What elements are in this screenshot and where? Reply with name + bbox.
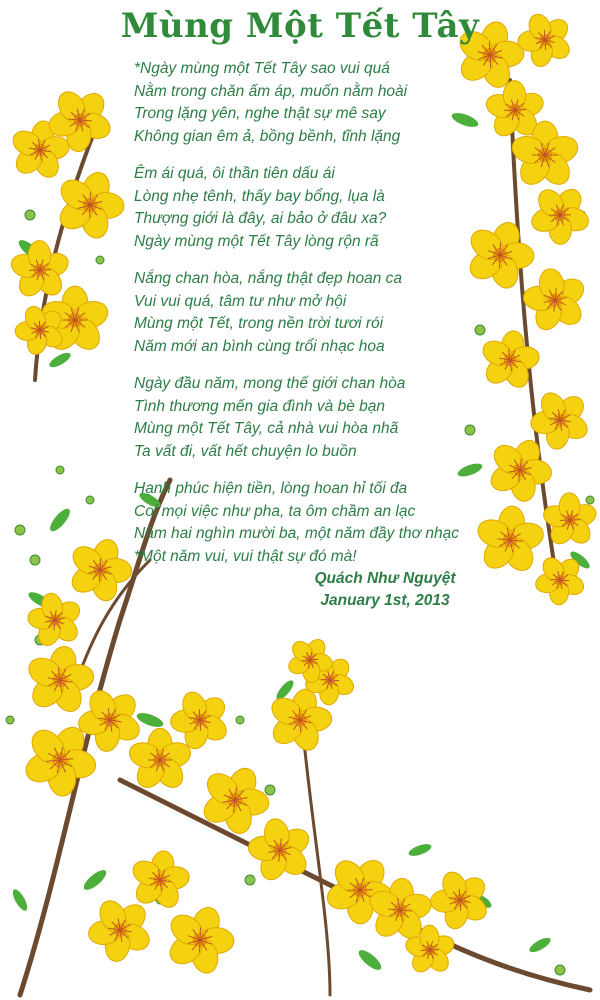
poem-line: Lòng nhẹ tênh, thấy bay bổng, lụa là (134, 187, 385, 205)
poem-line: Trong lặng yên, nghe thật sự mê say (134, 105, 386, 122)
bud (236, 716, 244, 724)
bud (25, 210, 35, 220)
poem-line: Êm ái quá, ôi thần tiên dấu ái (134, 165, 335, 182)
bud (86, 496, 94, 504)
leaf (81, 867, 109, 893)
poem-line: Tình thương mến gia đình và bè bạn (134, 397, 385, 415)
apricot-flower (523, 544, 596, 617)
bud (6, 716, 14, 724)
poem-line: Nắng chan hòa, nắng thật đẹp hoan ca (134, 270, 403, 287)
bud (96, 256, 104, 264)
poem-line: *Một năm vui, vui thật sự đó mà! (134, 547, 357, 565)
leaf (47, 506, 73, 534)
poem-line: Mùng một Tết Tây, cả nhà vui hòa nhã (134, 420, 399, 437)
apricot-flower (126, 728, 194, 792)
poem-line: Ngày mùng một Tết Tây lòng rộn rã (134, 232, 379, 250)
stanza (134, 163, 494, 253)
bud (15, 525, 25, 535)
poem-line: Nằm trong chăn ấm áp, muốn nằm hoài (134, 82, 408, 100)
bud (30, 555, 40, 565)
apricot-flower (57, 529, 143, 613)
stanza (134, 58, 494, 148)
leaf (10, 887, 30, 912)
poem-line: Thượng giới là đây, ai bảo ở đâu xa? (134, 210, 387, 227)
poem-line: *Ngày mùng một Tết Tây sao vui quá (134, 60, 390, 77)
bud (586, 496, 594, 504)
stanza (134, 478, 494, 568)
apricot-flower (154, 896, 246, 986)
poem-line: Không gian êm ả, bồng bềnh, tĩnh lặng (134, 127, 401, 145)
apricot-flower (517, 173, 600, 258)
poem-line: Vui vui quá, tâm tư như mở hội (134, 292, 347, 310)
leaf (47, 350, 72, 370)
author-name: Quách Như Nguyệt (314, 570, 456, 587)
leaf (407, 842, 433, 859)
poem-line: Mùng một Tết, trong nền trời tươi rói (134, 315, 384, 332)
poem-line: Ngày đầu năm, mong thế giới chan hòa (134, 375, 406, 392)
poem-line: Hạnh phúc hiện tiền, lòng hoan hỉ tối đa (134, 480, 408, 497)
stanza (134, 373, 494, 463)
poem-date: January 1st, 2013 (320, 592, 450, 609)
poem-body (134, 58, 494, 583)
poem-line: Coi mọi việc như pha, ta ôm chầm an lạc (134, 502, 416, 520)
leaf (527, 935, 552, 955)
poem-line: Năm hai nghìn mười ba, một năm đầy thơ nhạc (134, 525, 459, 542)
leaf (135, 710, 165, 730)
signature (300, 568, 470, 612)
bud (245, 875, 255, 885)
leaf (356, 947, 384, 973)
stanza (134, 268, 494, 358)
poem-title: Mùng Một Tết Tây (120, 6, 480, 46)
poem-line: Năm mới an bình cùng trổi nhạc hoa (134, 337, 385, 355)
apricot-flower (16, 581, 93, 659)
bud (56, 466, 64, 474)
poem-line: Ta vất đi, vất hết chuyện lo buồn (134, 442, 357, 460)
bud (265, 785, 275, 795)
bud (555, 965, 565, 975)
